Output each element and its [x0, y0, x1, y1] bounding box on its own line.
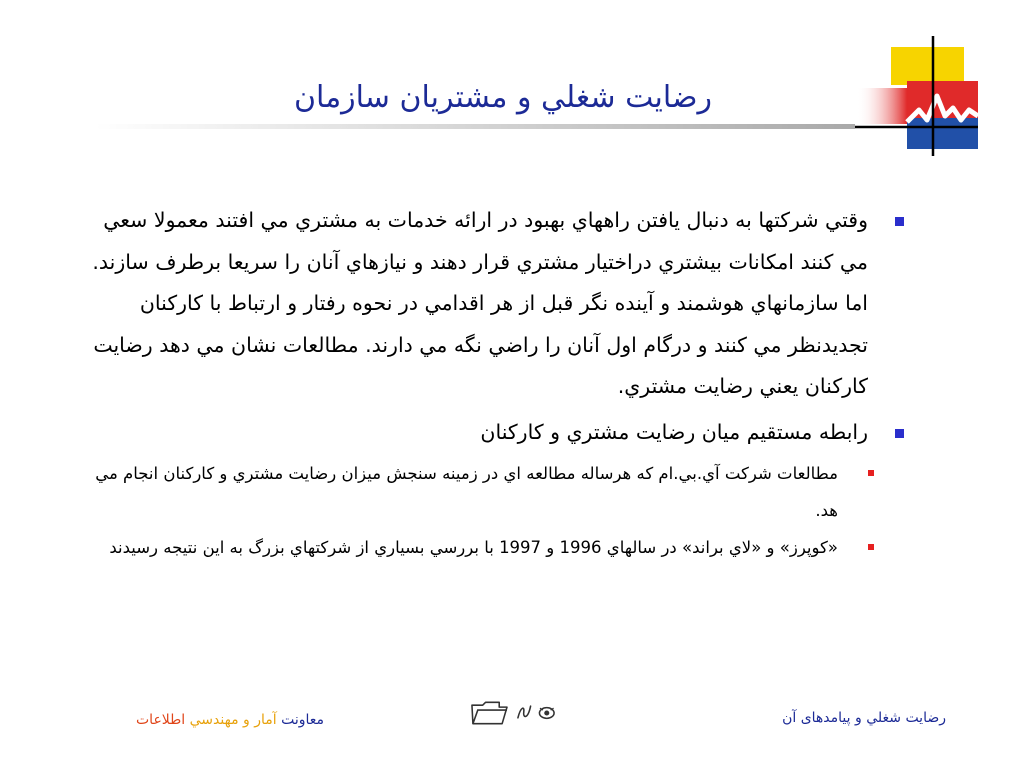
bullet-item [82, 412, 886, 454]
bullet-marker-icon [895, 217, 904, 226]
sub-bullet-item [82, 455, 856, 529]
footer-department-part1: معاونت [281, 712, 325, 728]
sub-bullet-text: مطالعات شركت آي.بي.ام كه هرساله مطالعه اي در زمينه سنجش ميزان رضايت مشتري و كاركنان انجام مي هد. [95, 464, 838, 520]
slide-title: رضايت شغلي و مشتريان سازمان [293, 80, 712, 115]
bullet-item [82, 200, 886, 408]
logo-red-fade-block [857, 88, 907, 124]
eye-icon[interactable] [538, 700, 556, 726]
footer-department [136, 712, 324, 728]
logo-blue-block [907, 118, 978, 149]
slide-content [82, 200, 902, 566]
footer-presentation-title: رضايت شغلي و پيامدهای آن [782, 710, 946, 726]
footer-department-part2: آمار و مهندسي [189, 712, 277, 728]
folder-icon[interactable] [470, 700, 509, 726]
logo [855, 36, 980, 158]
sub-bullet-item [82, 529, 856, 566]
sub-bullet-marker-icon [868, 470, 874, 476]
title-divider [95, 124, 855, 129]
pen-icon[interactable] [515, 700, 533, 726]
footer-department-part3: اطلاعات [136, 712, 186, 728]
sub-bullet-text: «كوپرز» و «لاي براند» در سالهاي 1996 و 1997 با بررسي بسياري از شركتهاي بزرگ به اين نتيجه رسيدند [109, 538, 838, 557]
bullet-text: رابطه مستقيم ميان رضايت مشتري و كاركنان [480, 419, 868, 444]
bullet-marker-icon [895, 429, 904, 438]
sub-bullet-marker-icon [868, 544, 874, 550]
bullet-text: وقتي شركتها به دنبال يافتن راههاي بهبود در ارائه خدمات به مشتري مي افتند معمولا سعي مي كنند امكانات بيشتري دراختيار مشتري قرار دهند و نيازهاي آنان را سريعا برطرف سازند. اما سازمانهاي هوشمند و آينده نگر قبل از هر اقدامي در نحوه رفتار و ارتباط با كاركنان تجديدنظر مي كنند و درگام اول آنان را راضي نگه مي دارند. مطالعات نشان مي دهد رضايت كاركنان يعني رضايت مشتري. [92, 208, 868, 398]
logo-yellow-block [891, 47, 964, 85]
navigation-icons [470, 698, 556, 728]
